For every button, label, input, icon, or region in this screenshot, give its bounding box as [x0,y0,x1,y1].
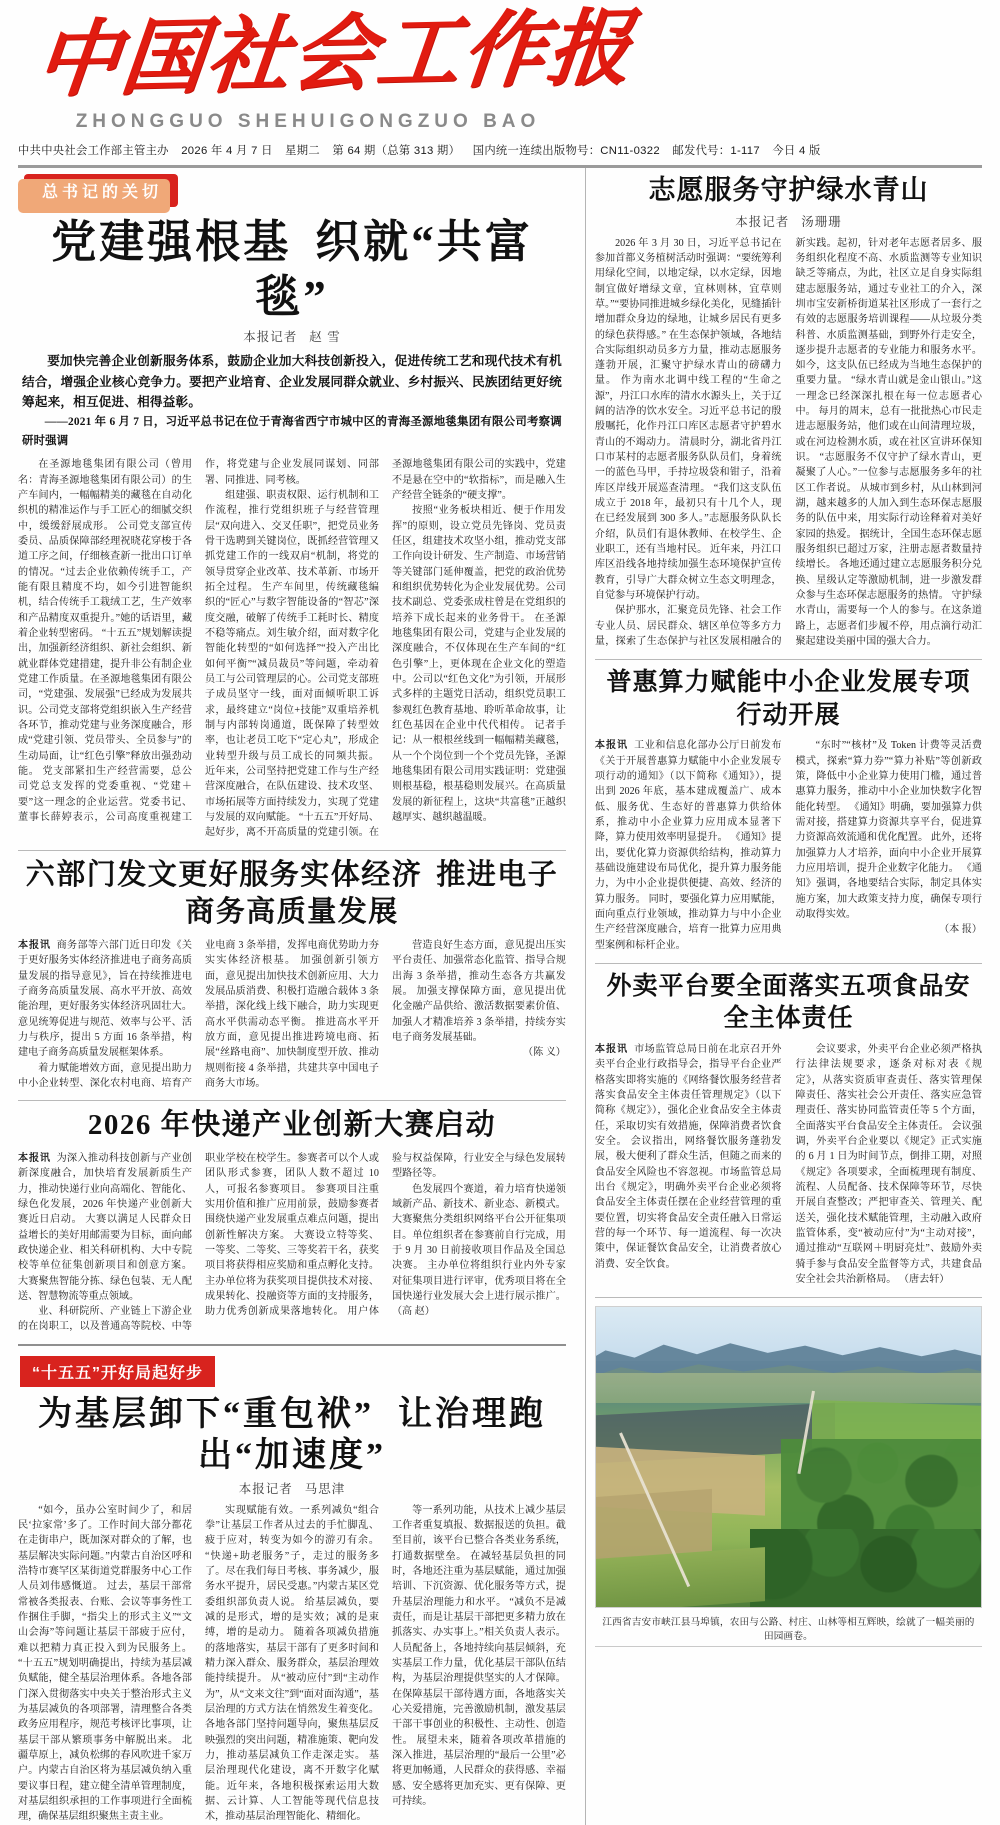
publication-pages: 今日 4 版 [772,145,821,158]
ecommerce-body-col-3: 营造良好生态方面，意见提出压实平台责任、加强常态化监管、指导合规出海 3 条举措，推动生态各方共赢发展。 加强支撑保障方面，意见提出优化金融产品供给、激活数据要素价值、加强人才精准培养 3 条举措，持续夯实电子商务发展基础。 [391,939,566,1043]
lead-body-col-2: 组建强、职责权限、运行机制和工作流程，推行党组织班子与经营管理层“双向进入、交叉任职”，把党员业务骨干选聘到关键岗位，既抓经营管理又抓党建工作的一线双肩“机制，将党的领导贯穿企业改革、技术革新、市场开拓全过程。 生产车间里，传统藏毯编织的“匠心”与数字智能设备的“智芯”深度交融，破解了传统手工耗时长、精度不稳等痛点。刘生敏介绍，面对数字化智能化转型的“如何选择”“投入产出比如何平衡”“减员裁员”等问题，牵动着员工与公司管理层的心。公司党支部班子成员坚守一线，面对面倾听职工诉求，最终建立“岗位+技能”双重培养机制与内部转岗通道，既保障了转型效率，也让老员工吃下“定心丸”，形成企业转型升级与员工成长的同频共振。 近年来，公司坚持把党建工作与生产经营深度融合，在队伍建设、技术攻坚、市场拓展等方面持续发力，实现了党建与发展的双向赋能。 “十五五”开好局、起好步，离不开高质量的党建引领。在圣源地毯集团有限公司的实践中，党建不是悬在空中的“软指标”，而是融入生产经营全链条的“硬支撑”。 [204,459,566,839]
volunteer-headline[interactable]: 志愿服务守护绿水青山 [648,175,929,206]
article-computing-power [595,667,982,953]
ecommerce-body [18,938,566,1091]
express-col1-text: 为深入推动科技创新与产业创新深度融合，加快培育发展新质生产力，推动快递行业向高端化、智能化、绿色化发展，2026 年快递产业创新大赛近日启动。 大赛以满足人民群众日益增长的美好用邮需要为目标，面向邮政快递企业、相关科研机构、大中专院校等单位征集创新项目和创意方案。 大赛聚焦智能分拣、绿色包装、无人配送、智慧物流等重点领域。 [18,1152,192,1302]
food-body-col-1 [595,1042,782,1272]
divider-r2 [595,963,982,964]
article-grassroots [18,1352,566,1825]
computing-body-col-2: “东时”“核材”及 Token 计费等灵活费模式，探索“算力券”“算力补贴”等创新政策，降低中小企业算力使用门槛，通过普惠算力服务，推动中小企业加快数字化智能化转型。 《通知》明确，要加强算力供需对接，搭建算力资源共享平台，促进算力资源高效流通和优化配置。 此外，还将加强算力人才培养，面向中小企业开展算力应用培训，提升企业数字化能力。 《通知》强调，各地要结合实际，制定具体实施方案，加大政策支持力度，确保专项行动取得实效。 [795,740,982,920]
grassroots-headline-part2: 让治理跑出“加速度” [197,1395,546,1475]
newspaper-title: 中国社会工作报 [31,2,638,107]
volunteer-body-col-2: 保护那水，汇聚竞员先锋、社会工作专业人员、居民群众、辖区单位等多方力量，探索了生态保护与社区发展相融合的新实践。起初，针对老年志愿者居多、服务组织化程度不高、水质监测等专业知识缺乏等痛点，为此，社区立足自身实际组建志愿服务站，通过专业社工的介入，深圳市宝安新桥街道某社区形成了一套行之有效的志愿服务培训课程——从垃圾分类科普、水质监测基础，到野外行走安全，逐步提升志愿者的专业能力和服务水平。 如今，这支队伍已经成为当地生态保护的重要力量。 “绿水青山就是金山银山。”这一理念已经深深扎根在每一位志愿者心中。 每月的周末，总有一批批热心市民走进志愿服务站，他们或在山间清理垃圾，或在河边检测水质，或在社区宣讲环保知识。 “志愿服务不仅守护了绿水青山，更凝聚了人心。”一位参与志愿服务多年的社区工作者说。 从城市到乡村，从山林到河湖，越来越多的人加入到生态环保志愿服务的队伍中来，用实际行动诠释着对美好家园的热爱。 据统计，全国生态环保志愿服务组织已超过万家，注册志愿者数量持续增长。 各地还通过建立志愿服务积分兑换、星级认定等激励机制，进一步激发群众参与生态环保志愿服务的热情。 守护绿水青山，需要每一个人的参与。在这条道路上，志愿者们步履不停，用点滴行动汇聚起建设美丽中国的强大合力。 [594,237,982,648]
grassroots-byline [18,1479,566,1497]
divider-3 [18,1344,566,1346]
volunteer-body [595,236,982,650]
section-badge-general-secretary[interactable]: 总书记的关切 [24,174,178,207]
ecommerce-headline-part2: 推进电子商务高质量发展 [185,858,559,929]
publication-date: 2026 年 4 月 7 日 [181,145,273,158]
newspaper-title-pinyin: ZHONGGUO SHEHUIGONGZUO BAO [75,111,541,133]
ecommerce-headline-part1: 六部门发文更好服务实体经济 [25,858,423,891]
food-dateline: 本报讯 [594,1043,629,1055]
lead-body-col-1: 在圣源地毯集团有限公司（曾用名：青海圣源地毯集团有限公司）的生产车间内，一幅幅精美的藏毯在自动化织机的精准运作与手工匠心的细腻交织中，缓缓舒展成形。 公司党支部宣传委员、品质保障部经理祝晓花穿梭于各道工序之间，仔细核查新一批出口订单的情况。“过去企业依赖传统手工，产能有限且精度不均，如今引进智能织机，结合传统手工栽绒工艺，生产效率和产品精度双重提升。”她的话语里，藏着企业转型密码。 “十五五”规划解读提出，加强新经济组织、新社会组织、新就业群体党建措建，提升非公有制企业党建工作质量。在圣源地毯集团有限公司，“党建强、发展强”已经成为发展共识。公司党支部将党组织嵌入生产经营各环节，推动党建与业务深度融合，形成“党建引领、党员带头、全员参与”的生动局面，让“红色引擎”释放出强劲动能。 党支部紧扣生产经营需要，总公司党总支发挥的党委重视、“党建＋要”这一理念的企业运营。党委书记、董事长薛婷表示，公司高度重视建工作，将党建与企业发展同谋划、同部署、同推进、同考核。 [18,459,379,823]
express-body-col-2: 业、科研院所、产业链上下游企业的在岗职工，以及普通高等院校、中等职业学校在校学生。参赛者可以个人或团队形式参赛，团队人数不超过 10 人，可报名参赛项目。 参赛项目注重实用价值和推广应用前景，鼓励参赛者围绕快递产业发展重点难点问题，提出创新性解决方案。 大赛设立特等奖、一等奖、二等奖、三等奖若干名，获奖项目将获得相应奖励和重点孵化支持。 主办单位将为获奖项目提供技术对接、成果转化、投融资等方面的支持服务，助力优秀创新成果落地转化。 用户体验与权益保障，行业安全与绿色发展转型路径等。 [18,1152,566,1333]
volunteer-byline [595,212,982,230]
computing-end-mark: （本 报） [939,924,982,936]
lead-quote-block [22,351,562,450]
publication-issue: 第 64 期（总第 313 期） [332,145,461,158]
ecommerce-body-col-1 [18,938,192,1061]
food-headline[interactable]: 外卖平台要全面落实五项食品安全主体责任 [606,972,971,1033]
photo-tree-cluster-lower [750,1529,981,1607]
grassroots-byline-label: 本报记者 [238,1481,293,1496]
food-col1-text: 市场监管总局日前在北京召开外卖平台企业行政指导会，指导平台企业严格落实即将实施的《网络餐饮服务经营者落实食品安全主体责任管理规定》（以下简称《规定》），强化企业食品安全主体责任，采取切实有效措施，保障消费者饮食安全。 会议指出，网络餐饮服务蓬勃发展，极大便利了群众生活，但随之而来的食品安全风险也不容忽视。市场监管总局出台《规定》，明确外卖平台企业必须将食品安全主体责任摆在企业经营管理的重要位置，切实将食品安全责任融入日常运营的每一个环节、每一道流程、每一次决策中，保证餐饮食品安全，让消费者放心消费、安全饮食。 [594,1043,782,1270]
food-col2-text: 会议要求，外卖平台企业必须严格执行法律法规要求，逐条对标对表《规定》，从落实资质审查责任、落实管理保障责任、落实社会公开责任、落实应急管理责任、落实协同监管责任等 5 个方面，全面落实平台食品安全主体责任。 会议强调，外卖平台企业要以《规定》正式实施的 6 月 1 日为时间节点，倒排工期，对照《规定》各项要求，全面梳理现有制度、流程、人员配备、技术保障等环节，尽快开展自查整改；严把审查关、管理关、配送关，强化技术赋能管理，主动融入政府监管体系，变“被动应付”为“主动对接”，通过推动“互联网＋明厨亮灶”、鼓励外卖骑手参与食品安全监督等方式，共建食品安全社会共治新格局。 [795,1043,982,1285]
express-headline[interactable]: 2026 年快递产业创新大赛启动 [87,1109,497,1142]
rural-landscape-photo [596,1307,981,1607]
computing-dateline: 本报讯 [594,740,629,752]
lead-byline [18,327,566,345]
express-body-col-3: 色发展四个赛道，着力培育快递领域新产品、新技术、新业态、新模式。 大赛聚焦分类组织网络平台公开征集项目。单位组织者在参赛前自行完成，用于 9 月 30 日前接收项目作品及全国总决赛。 主办单位将组织行业内外专家对征集项目进行评审，优秀项目将在全国快递行业发展大会上进行展示推广。 （高 赵） [391,1183,566,1318]
photo-block [595,1306,982,1647]
publication-postal-code: 邮发代号：1-117 [672,145,760,158]
ecommerce-dateline: 本报讯 [18,939,51,951]
lead-quote-source: ——2021 年 6 月 7 日，习近平总书记在位于青海省西宁市城中区的青海圣源地毯集团有限公司考察调研时强调 [22,416,562,447]
grassroots-body-col-1: “如今，虽办公室时间少了，和居民‘拉家常’多了。工作时间大部分都花在走街串户，既加深对群众的了解，也基层解决实际问题。”内蒙古自治区呼和浩特市赛罕区某街道党群服务中心工作人员刘伟感慨道。 过去，基层干部常常被各类报表、台账、会议等事务性工作捆住手脚，“指尖上的形式主义”“文山会海”等问题让基层干部疲于应付，难以把精力真正投入到为民服务上。 “十五五”规划明确提出，持续为基层减负赋能，健全基层治理体系。各地各部门深入贯彻落实中央关于整治形式主义为基层减负的各项部署，清理整合各类政务应用程序，规范考核评比事项，让基层干部从繁琐事务中解脱出来。 北疆草原上，减负松绑的春风吹进千家万户。内蒙古自治区将为基层减负纳入重要议事日程，建立健全清单管理制度，对基层组织承担的工作事项进行全面梳理，确保基层组织聚焦主责主业。 [18,1504,192,1823]
article-food-safety [595,971,982,1287]
section-badge-15th-five-year-plan[interactable]: “十五五”开好局起好步 [20,1356,215,1387]
masthead [18,2,982,133]
ecommerce-body-col-2: 着力赋能增效方面，意见提出助力中小企业转型、深化农村电商、培育产业电商 3 条举措，发挥电商优势助力夯实实体经济根基。 加强创新引领方面，意见提出加快技术创新应用、大力发展品质消费、积极打造融合载体 3 条举措，深化线上线下融合，助力实现更高水平供需动态平衡。 推进高水平开放方面，意见提出推进跨境电商、拓展“丝路电商”、加快制度型开放、推动规则衔接 4 条举措，共建共享中国电子商务大市场。 [18,939,379,1089]
express-dateline: 本报讯 [18,1152,51,1164]
lead-headline-part1: 党建强根基 [51,217,292,268]
article-lead-story [18,168,566,840]
publication-sponsor: 中共中央社会工作部主管主办 [18,145,169,158]
grassroots-badge-wrap [18,1352,566,1390]
photo-lower-left-crops [596,1547,765,1607]
masthead-left [18,2,638,133]
lead-body-col-3: 按照“业务板块相近、便于作用发挥”的原则，设立党员先锋岗、党员责任区，组建技术攻坚小组，推动党支部工作向设计研发、生产制造、市场营销等关键部门延伸覆盖，把党的政治优势和组织优势转化为企业发展优势。公司技术副总、党委张成柱曾是在党组织的培养下成长起来的业务骨干。 在圣源地毯集团有限公司，党建与企业发展的深度融合，不仅体现在生产车间的“红色引擎”上，更体现在企业文化的塑造中。公司以“红色文化”为引领，开展形式多样的主题党日活动，组织党员职工参观红色教育基地、聆听革命故事，让红色基因在企业中代代相传。 记者手记：从一根根丝线到一幅幅精美藏毯，从一个个岗位到一个个党员先锋，圣源地毯集团有限公司用实践证明：党建强则根基稳，根基稳则发展兴。在高质量发展的新征程上，这块“共富毯”正越织越厚实、越织越温暖。 [391,505,566,823]
volunteer-byline-label: 本报记者 [735,214,790,229]
express-body-col-1 [18,1151,192,1304]
divider-r3 [595,1297,982,1298]
lead-byline-label: 本报记者 [243,330,298,345]
grassroots-body [18,1503,566,1825]
grassroots-headline-part1: 为基层卸下“重包袱” [37,1395,374,1433]
computing-col1-text: 工业和信息化部办公厅日前发布《关于开展普惠算力赋能中小企业发展专项行动的通知》（以下简称《通知》），提出到 2026 年底，基本建成覆盖广、成本低、服务优、生态好的普惠算力供给体系，推动中小企业算力应用成本显著下降，算力使用效率明显提升。 《通知》提出，要优化算力资源供给结构，推动算力基础设施建设布局优化，提升算力服务能力，为中小企业提供便捷、高效、经济的算力服务。 同时，要强化算力应用赋能，面向重点行业领域，推动算力与中小企业生产经营深度融合，培育一批算力应用典型案例和标杆企业。 [594,740,782,951]
divider-2 [18,1100,566,1101]
ecommerce-end-mark: （陈 义） [523,1047,566,1059]
publication-info [18,142,982,158]
column-divider [585,168,586,1824]
lead-quote-text: 要加快完善企业创新服务体系，鼓励企业加大科技创新投入，促进传统工艺和现代技术有机结合，增强企业核心竞争力。要把产业培育、企业发展同群众就业、乡村振兴、民族团结更好统筹起来，相互促进、相得益彰。 [22,354,562,409]
lead-headline[interactable] [18,215,566,325]
article-volunteer [595,173,982,649]
food-body-col-2 [795,1042,982,1287]
divider-r1 [595,659,982,660]
food-body [595,1042,982,1287]
publication-weekday: 星期二 [285,145,320,158]
grassroots-body-col-3: 等一系列功能，从技术上减少基层工作者重复填报、数据报送的负担。截至目前，该平台已整合各类业务系统，打通数据壁垒。 在减轻基层负担的同时，各地还注重为基层赋能，通过加强培训、下沉资源、优化服务等方式，提升基层治理能力和水平。 “减负不是减责任，而是让基层干部把更多精力放在抓落实、办实事上。”相关负责人表示。 人员配备上，各地持续向基层倾斜，充实基层工作力量，优化基层干部队伍结构，为基层治理提供坚实的人才保障。 在保障基层干部待遇方面，各地落实关心关爱措施，完善激励机制，激发基层干部干事创业的积极性、主动性、创造性。 展望未来，随着各项改革措施的深入推进，基层治理的“最后一公里”必将更加畅通，人民群众的获得感、幸福感、安全感将更加充实、更有保障、更可持续。 [391,1504,566,1807]
grassroots-body-col-2: 实现赋能有效。一系列减负“组合拳”让基层工作者从过去的手忙脚乱、疲于应对，转变为如今的游刃有余。 “快递+助老服务”子，走过的服务多了。尽在我们每日考核、事务减少，服务水平提升，居民受惠。”内蒙古某区党委组织部负责人说。 给基层减负，要减的是形式，增的是实效；减的是束缚，增的是动力。 随着各项减负措施的落地落实，基层干部有了更多时间和精力深入群众、服务群众，基层治理效能持续提升。 从“被动应付”到“主动作为”，从“文来文往”到“面对面沟通”，基层治理的方式方法在悄然发生着变化。 各地各部门坚持问题导向，聚焦基层反映强烈的突出问题，精准施策、靶向发力，推动基层减负工作走深走实。 基层治理现代化建设，离不开数字化赋能。近年来，各地积极探索运用大数据、云计算、人工智能等现代信息技术，推动基层治理智能化、精细化。 [204,1504,379,1823]
divider-1 [18,850,566,851]
volunteer-body-col-1: 2026 年 3 月 30 日，习近平总书记在参加首都义务植树活动时强调：“要统筹利用绿化空间，以地定绿，以水定绿，因地制宜做好增绿文章，宜林则林，宜草则草。”“要协同推进城乡绿化美化，见缝插针增加群众身边的绿地，让城乡居民有更多的绿色获得感。” 在生态保护领域，各地结合实际组织动员多方力量，推动志愿服务蓬勃开展，汇聚守护绿水青山的磅礴力量。 作为南水北调中线工程的“生命之源”，丹江口水库的清水水源头上，关于辽阔的洁净的饮水安全。习近平总书记的殷殷嘱托，化作丹江口库区志愿者守护碧水青山的不竭动力。 清晨时分，湖北省丹江口市某村的志愿者服务队队员们，身着统一的蓝色马甲，手持垃圾袋和钳子，沿着库区岸线开展巡查清理。 “我们这支队伍成立于 2018 年，最初只有十几个人，现在已经发展到 300 多人。”志愿服务队队长介绍，队员们有退休教师、在校学生、企业职工，还有当地村民。 近年来，丹江口库区沿线各地持续加强生态环境保护宣传教育，引导广大群众树立生态文明理念，自觉参与环境保护行动。 [594,237,782,602]
computing-body [595,738,982,953]
express-body [18,1151,566,1335]
photo-frame [595,1306,982,1608]
article-express-contest [18,1107,566,1335]
left-column [18,168,576,1824]
lead-body [18,457,566,840]
lead-byline-name: 赵 雪 [309,330,341,345]
computing-body-col-1 [595,738,782,953]
right-column [595,168,982,1824]
computing-headline[interactable]: 普惠算力赋能中小企业发展专项行动开展 [606,669,971,729]
article-ecommerce [18,857,566,1092]
photo-village-band [596,1373,981,1403]
ecommerce-col1-text: 商务部等六部门近日印发《关于更好服务实体经济推进电子商务高质量发展的指导意见》，旨在持续推进电子商务高质量发展、高水平开放、高效能治理，更好服务实体经济巩固壮大。 意见统筹促进与规范、效率与公平、活力与秩序，提出 5 方面 16 条举措，构建电子商务高质量发展框架体系。 [18,939,192,1059]
publication-cn-number: 国内统一连续出版物号：CN11-0322 [472,145,660,158]
grassroots-headline[interactable] [18,1394,566,1477]
page-columns [18,168,982,1824]
grassroots-byline-name: 马思津 [304,1481,346,1496]
volunteer-byline-name: 汤珊珊 [801,214,842,229]
food-end-mark: （唐去轩） [898,1273,950,1285]
lead-headline-part2: 织就“共富毯” [255,217,533,323]
lead-badge-wrap [24,174,178,207]
ecommerce-headline[interactable] [18,857,566,932]
photo-caption: 江西省吉安市峡江县马埠镇，农田与公路、村庄、山林等相互辉映，绘就了一幅美丽的田园画卷。 [595,1608,982,1647]
